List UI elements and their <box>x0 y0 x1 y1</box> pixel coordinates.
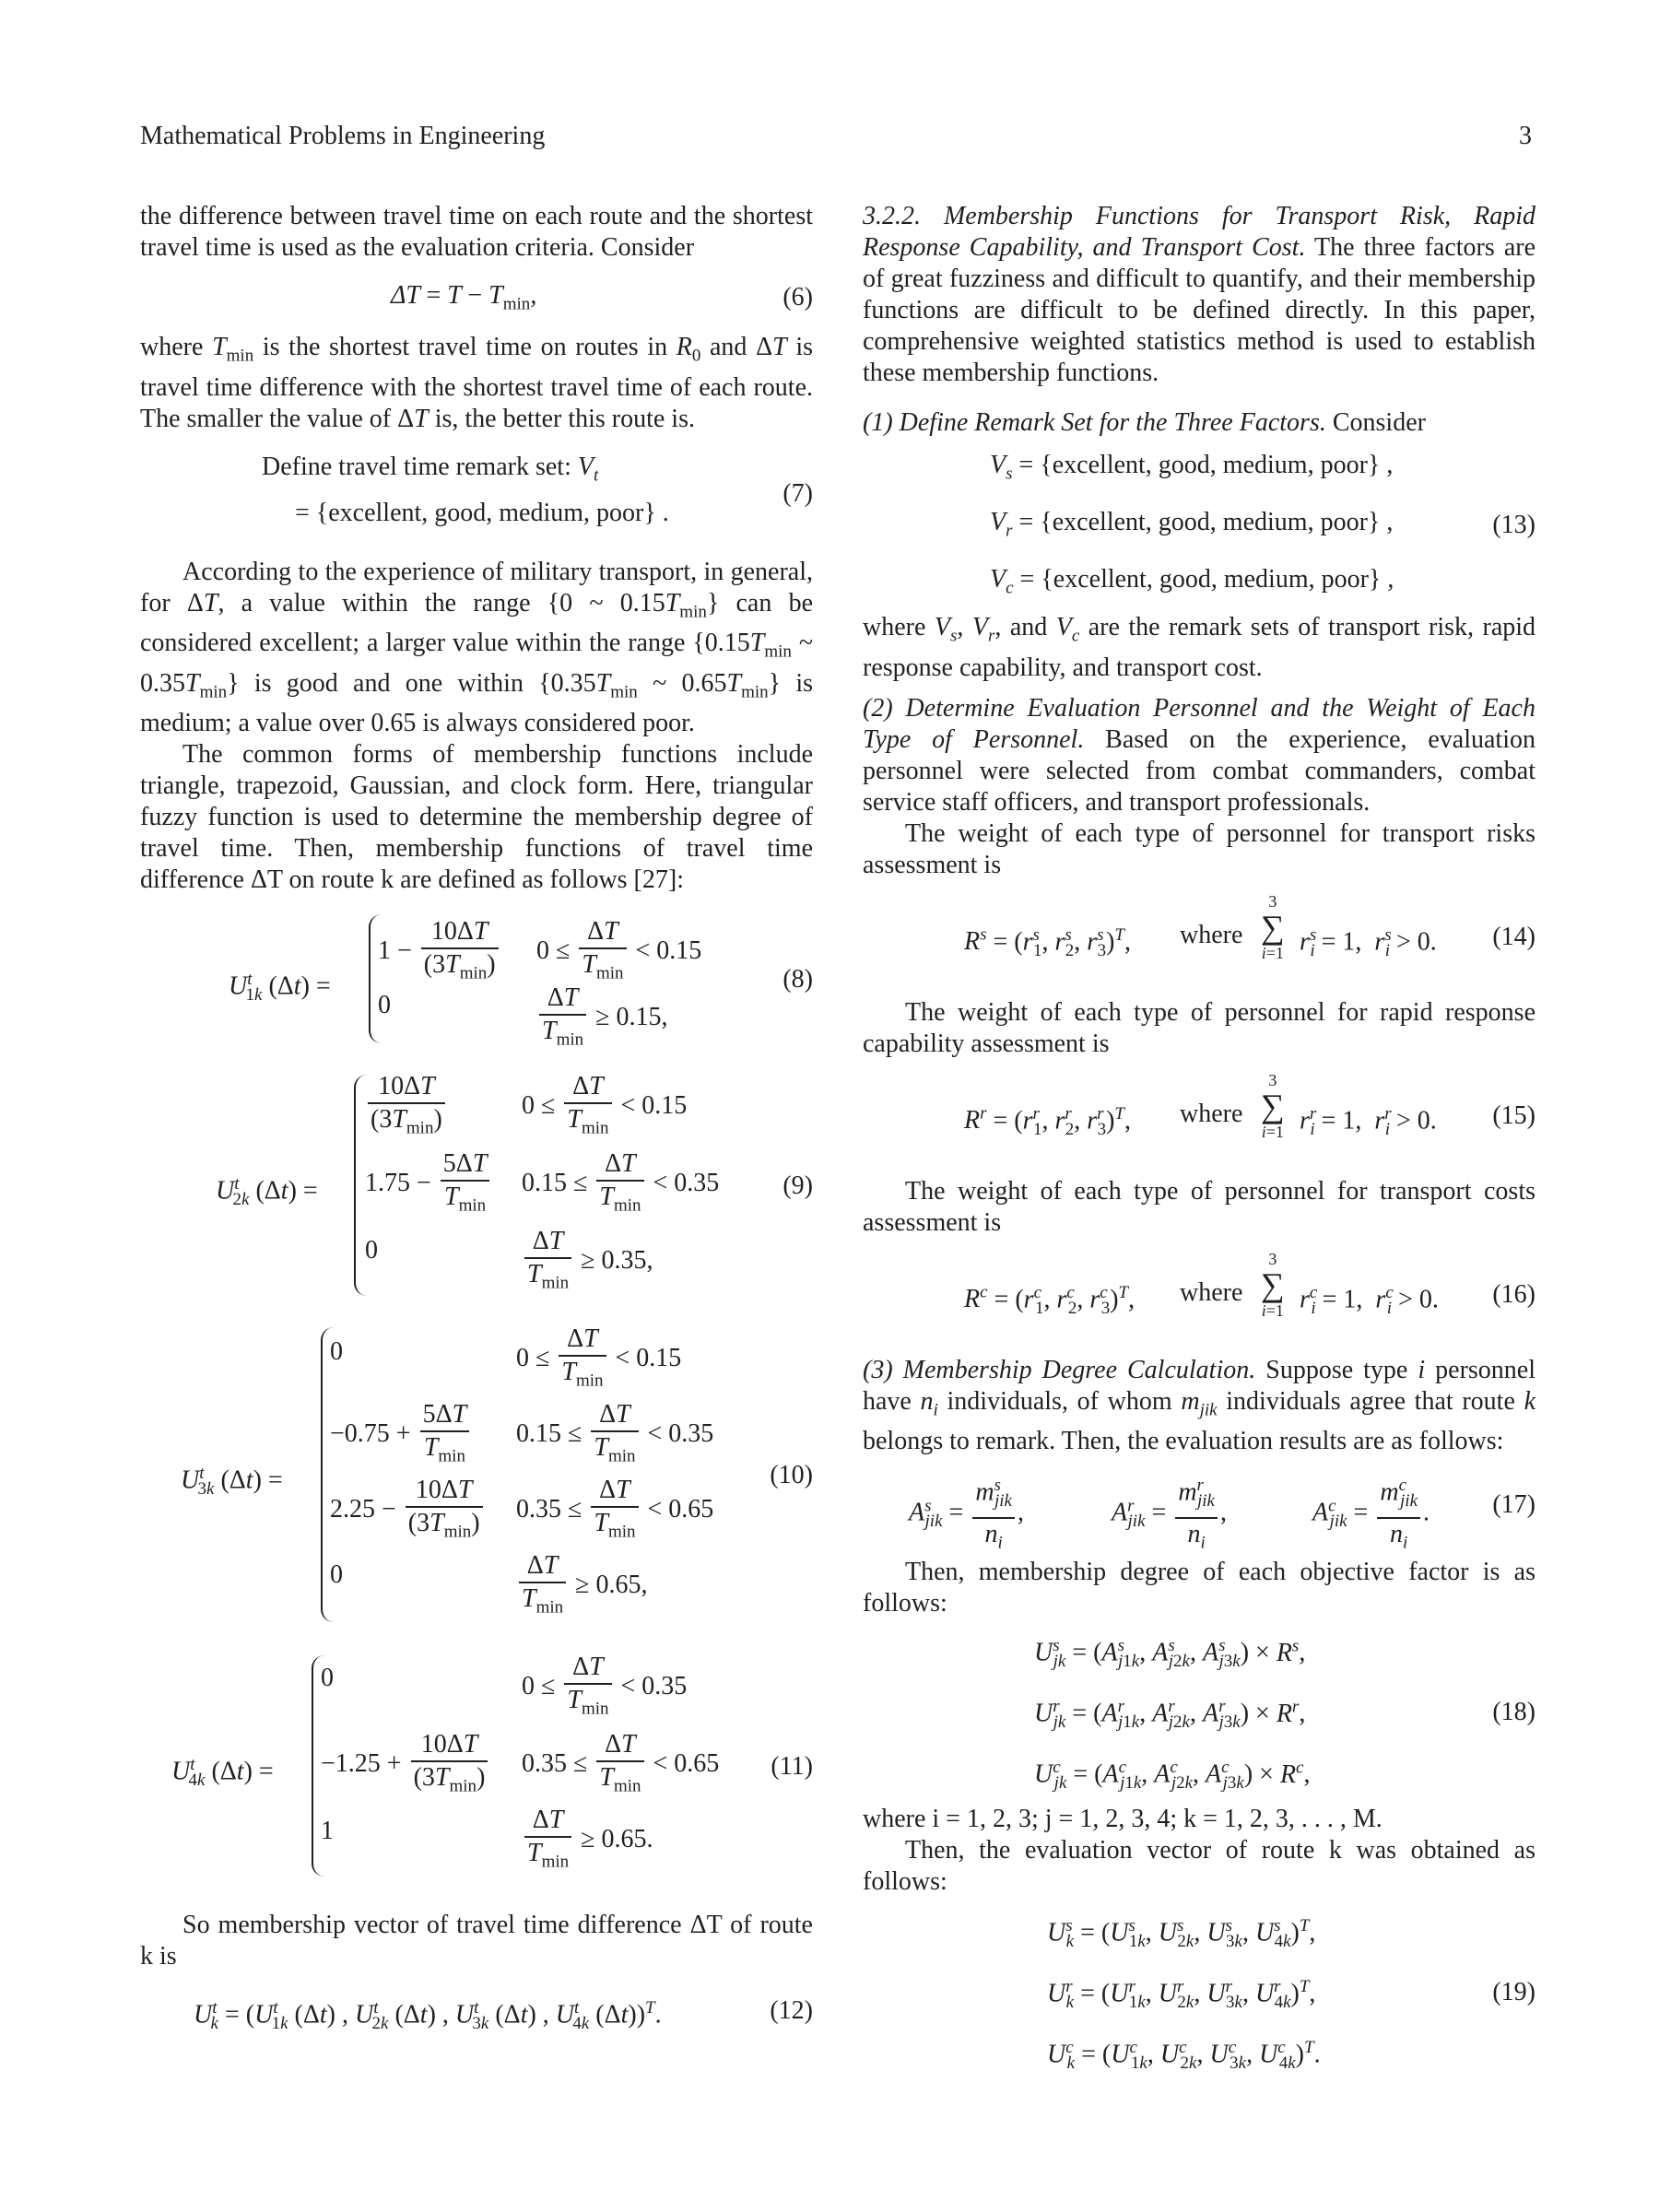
equation-8: $U^t_{1k}$ (Δt) = 1 − $\frac{10\Delta T}{(3T_{min})}$ 0 ≤ $\frac{\Delta T}{T_{min}}$ < 0.15 0 $\frac{\Delta T}{T_{min}}$ ≥ 0.15, (8) <box>140 911 813 1049</box>
equation-number: (9) <box>782 1171 813 1201</box>
paragraph: where $T_{min}$ is the shortest travel time on routes in $R_0$ and ΔT is travel time difference with the shortest travel time of each route. The smaller the value of ΔT is, the better this route is. <box>140 333 813 433</box>
paragraph: where $V_s$, $V_r$, and $V_c$ are the remark sets of transport risk, rapid response capability, and transport cost. <box>863 613 1536 682</box>
equation-14: $R^s = (r^s_1$, $r^s_2$, $r^s_3)^T$, where 3 ∑ i=1 $r^s_i = 1$, $r^s_i > 0$. (14) <box>964 891 1535 962</box>
paragraph: Then, the evaluation vector of route k was obtained as follows: <box>863 1836 1535 1897</box>
equation-18: $U^s_{jk} = (A^s_{j1k}$, $A^s_{j2k}$, $A^s_{j3k}) \times R^s$, $U^r_{jk} = (A^r_{j1k}$, $A^r_{j2k}$, $A^r_{j3k}) \times R^r$, $U^c_{jk} = (A^c_{j1k}$, $A^c_{j2k}$, $A^c_{j3k}) \times R^c$, (18) <box>1034 1636 1535 1794</box>
equation-number: (12) <box>770 1996 813 2026</box>
equation-number: (7) <box>782 478 813 508</box>
paragraph: (2) Determine Evaluation Personnel and the Weight of Each Type of Personnel. Based on the experience, evaluation personnel were selected from combat commanders, combat service staff officers, and transport professionals. <box>863 693 1535 817</box>
paragraph: 3.2.2. Membership Functions for Transport Risk, Rapid Response Capability, and Transport Cost. The three factors are of great fuzziness and difficult to quantify, and their membership functions are difficult to be defined directly. In this paper, comprehensive weighted statistics method is used to establish these membership functions. <box>863 202 1535 387</box>
equation-6: $\Delta T = T - T_{min}$, (6) <box>391 281 813 314</box>
equation-15: $R^r = (r^r_1$, $r^r_2$, $r^r_3)^T$, where 3 ∑ i=1 $r^r_i = 1$, $r^r_i > 0$. (15) <box>964 1070 1535 1141</box>
paragraph: (3) Membership Degree Calculation. Suppose type i personnel have $n_i$ individuals, of whom $m_{jik}$ individuals agree that route k belongs to remark. Then, the evaluation results are as follows: <box>863 1355 1536 1456</box>
right-column <box>863 201 1535 2080</box>
equation-19: $U^s_k = (U^s_{1k}$, $U^s_{2k}$, $U^s_{3k}$, $U^s_{4k})^T$, $U^r_k = (U^r_{1k}$, $U^r_{2k}$, $U^r_{3k}$, $U^r_{4k})^T$, $U^c_k = (U^c_{1k}$, $U^c_{2k}$, $U^c_{3k}$, $U^c_{4k})^T$. (19) <box>1047 1916 1535 2074</box>
equation-12: $U^t_k = (U^t_{1k}$ (Δt) , $U^t_{2k}$ (Δt) , $U^t_{3k}$ (Δt) , $U^t_{4k}$ (Δt))$^T$. (12) <box>194 1996 813 2034</box>
paragraph: Then, membership degree of each objective factor is as follows: <box>863 1558 1535 1618</box>
equation-13: $V_s$ = {excellent, good, medium, poor} , $V_r$ = {excellent, good, medium, poor} , $V_c$ = {excellent, good, medium, poor} , (13) <box>990 451 1535 598</box>
page-number: 3 <box>1519 122 1532 150</box>
paragraph: According to the experience of military transport, in general, for ΔT, a value within the range {0 ~ $0.15T_{min}$} can be considered excellent; a larger value within the range {$0.15T_{min}$ ~ $0.35T_{min}$} is good and one within {$0.35T_{min}$ ~ $0.65T_{min}$} is medium; a value over 0.65 is always considered poor. <box>140 557 813 738</box>
equation-number: (18) <box>1492 1698 1535 1727</box>
equation-number: (6) <box>782 283 813 312</box>
equation-number: (19) <box>1492 1978 1535 2007</box>
equation-7: Define travel time remark set: $V_t$ = {excellent, good, medium, poor} . (7) <box>262 452 813 527</box>
subsection-heading: (1) Define Remark Set for the Three Factors. <box>863 408 1326 437</box>
equation-16: $R^c = (r^c_1$, $r^c_2$, $r^c_3)^T$, where 3 ∑ i=1 $r^c_i = 1$, $r^c_i > 0$. (16) <box>964 1249 1535 1320</box>
paragraph: So membership vector of travel time difference ΔT of route k is <box>140 1911 813 1971</box>
journal-title: Mathematical Problems in Engineering <box>140 122 546 150</box>
equation-number: (16) <box>1492 1279 1535 1309</box>
equation-number: (10) <box>770 1461 813 1490</box>
subsection-heading: (2) Determine Evaluation Personnel and the Weight of Each Type of Personnel. <box>863 693 1535 754</box>
equation-number: (15) <box>1492 1100 1535 1130</box>
equation-17: $A^s_{jik}$ = $\frac{m^s_{jik}}{n_i}$ , $A^r_{jik}$ = $\frac{m^r_{jik}}{n_i}$ , $A^c_{jik}$ = $\frac{m^c_{jik}}{n_i}$ . (17) <box>863 1461 1535 1549</box>
equation-number: (8) <box>782 965 813 994</box>
equation-number: (11) <box>771 1752 813 1782</box>
paragraph: The weight of each type of personnel for transport risks assessment is <box>863 818 1535 879</box>
equation-number: (13) <box>1492 511 1535 539</box>
equation-number: (17) <box>1492 1490 1535 1520</box>
paragraph: where i = 1, 2, 3; j = 1, 2, 3, 4; k = 1, 2, 3, . . . , M. <box>863 1805 1382 1834</box>
paragraph: The weight of each type of personnel for transport costs assessment is <box>863 1176 1535 1237</box>
paragraph: (1) Define Remark Set for the Three Factors. Consider <box>863 408 1426 437</box>
equation-10: $U^t_{3k}$ (Δt) = 0 0 ≤ $\frac{\Delta T}{T_{min}}$ < 0.15 −0.75 + $\frac{5\Delta T}{T_{min}}$ 0.15 ≤ $\frac{\Delta T}{T_{min}}$ < 0.35 2.25 − $\frac{10\Delta T}{(3T_{min})}$ 0.35 ≤ $\frac{\Delta T}{T_{min}}$ < 0.65 0 $\frac{\Delta T}{T_{min}}$ ≥ 0.65, (10) <box>140 1324 813 1628</box>
equation-9: $U^t_{2k}$ (Δt) = $\frac{10\Delta T}{(3T_{min})}$ 0 ≤ $\frac{\Delta T}{T_{min}}$ < 0.15 1.75 − $\frac{5\Delta T}{T_{min}}$ 0.15 ≤ $\frac{\Delta T}{T_{min}}$ < 0.35 0 $\frac{\Delta T}{T_{min}}$ ≥ 0.35, (9) <box>140 1071 813 1301</box>
equation-11: $U^t_{4k}$ (Δt) = 0 0 ≤ $\frac{\Delta T}{T_{min}}$ < 0.35 −1.25 + $\frac{10\Delta T}{(3T_{min})}$ 0.35 ≤ $\frac{\Delta T}{T_{min}}$ < 0.65 1 $\frac{\Delta T}{T_{min}}$ ≥ 0.65. (11) <box>140 1652 813 1882</box>
paragraph: The weight of each type of personnel for rapid response capability assessment is <box>863 997 1535 1058</box>
paragraph: The common forms of membership functions include triangle, trapezoid, Gaussian, and clock form. Here, triangular fuzzy function is used to determine the membership degree of travel time. Then, membership functions of travel time difference ΔT on route k are defined as follows [27]: <box>140 740 813 895</box>
section-heading: 3.2.2. Membership Functions for Transport Risk, Rapid Response Capability, and Transport Cost. <box>863 202 1535 262</box>
equation-number: (14) <box>1492 922 1535 951</box>
paragraph: the difference between travel time on each route and the shortest travel time is used as the evaluation criteria. Consider <box>140 202 813 262</box>
subsection-heading: (3) Membership Degree Calculation. <box>863 1355 1256 1384</box>
left-column <box>140 201 813 2041</box>
